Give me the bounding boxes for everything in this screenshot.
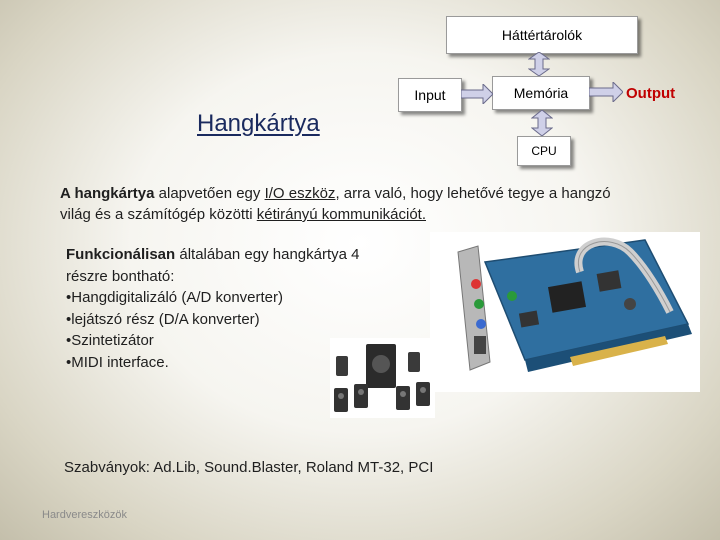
cpu-label: CPU — [531, 144, 557, 158]
memory-box — [492, 76, 590, 110]
input-memory-arrow — [461, 84, 493, 104]
memory-output-arrow — [589, 82, 623, 102]
output-label: Output — [626, 85, 676, 102]
functional-lead-bold: Funkcionálisan — [66, 246, 176, 263]
input-box — [398, 78, 462, 112]
list-item: •Hangdigitalizáló (A/D konverter) — [66, 289, 284, 306]
io-device-link: I/O eszköz — [264, 185, 336, 202]
two-way-link: kétirányú kommunikációt. — [256, 206, 426, 223]
functional-lead-rest: általában egy hangkártya 4 részre bontható: — [66, 246, 360, 285]
storage-memory-arrow — [528, 52, 550, 76]
storage-box — [446, 16, 638, 54]
cpu-box — [517, 136, 571, 166]
functional-lead — [66, 244, 396, 287]
list-item: •lejátszó rész (D/A konverter) — [66, 310, 260, 328]
intro-bold: A hangkártya — [60, 185, 155, 202]
standards-line: Szabványok: Ad.Lib, Sound.Blaster, Roland MT-32, PCI — [64, 459, 434, 476]
memory-label: Memória — [513, 85, 569, 101]
intro-text-1: alapvetően egy — [154, 185, 265, 202]
sound-card-image — [430, 232, 700, 392]
input-label: Input — [414, 87, 446, 103]
intro-text-2: , arra való, hogy lehetővé tegye a hangzó világ és a számítógép közötti — [60, 185, 611, 223]
slide-title: Hangkártya — [197, 110, 320, 137]
memory-cpu-arrow — [531, 110, 553, 136]
list-item: •Szintetizátor — [66, 332, 154, 349]
list-item: •MIDI interface. — [66, 353, 169, 371]
footer-text: Hardvereszközök — [42, 509, 127, 521]
speakers-image — [330, 338, 435, 418]
storage-label: Háttértárolók — [501, 27, 583, 43]
intro-paragraph — [60, 183, 620, 225]
